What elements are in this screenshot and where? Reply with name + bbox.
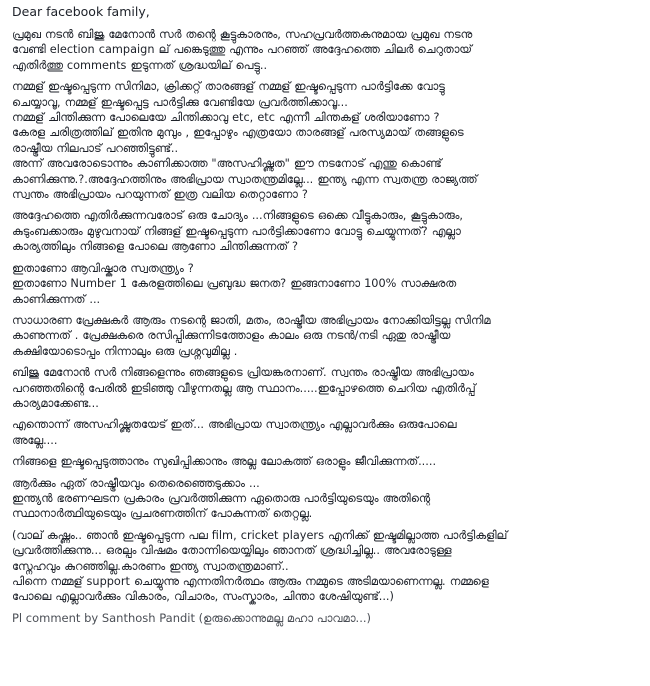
post-line: നമ്മള് ചിന്തിക്കുന്ന പോലെയേ ചിന്തിക്കാവു etc, etc എന്നീ ചിന്തകള് ശരിയാണോ ? bbox=[12, 111, 440, 125]
post-line: സ്നേഹവും കുറഞ്ഞില്ല.കാരണം ഇന്ത്യ സ്വാതന്ത്രമാണ്.. bbox=[12, 559, 289, 573]
post-line: അന്ന് അവരോടൊന്നും കാണിക്കാത്ത "അസഹിഷ്ണുത" ഈ നടനോട് എന്തു കൊണ്ട് bbox=[12, 157, 442, 171]
post-line: ഇന്ത്യൻ ഭരണഘടന പ്രകാരം പ്രവർത്തിക്കുന്ന ഏതൊരു പാർട്ടിയുടെയും അതിന്റെ bbox=[12, 491, 431, 505]
post-greeting: Dear facebook family, bbox=[12, 4, 150, 19]
post-line: കാണിക്കുന്നു.?.അദ്ദേഹത്തിനും അഭിപ്രായ സ്വാതന്ത്രമില്ലേ... ഇന്ത്യ എന്ന സ്വതന്ത്ര രാജ്യത്ത് bbox=[12, 172, 478, 186]
post-paragraph bbox=[12, 27, 634, 73]
post-line: സ്ഥാനാർത്ഥിയുടെയും പ്രചരണത്തിന് പോകുന്നത് തെറ്റല്ല. bbox=[12, 507, 313, 521]
post-line: വേണ്ടി election campaign ല് പങ്കെടുത്തു എന്നും പറഞ്ഞ് അദ്ദേഹത്തെ ചിലർ ചെറുതായ് bbox=[12, 43, 472, 57]
post-line: പോലെ എല്ലാവർക്കും വികാരം, വിചാരം, സംസ്കാരം, ചിന്താ ശേഷിയുണ്ട്...) bbox=[12, 590, 394, 604]
post-line: കക്ഷിയോടൊപ്പം നിന്നാലും ഒരു പ്രശ്നവുമില്ല . bbox=[12, 344, 238, 358]
post-line: പ്രമുഖ നടൻ ബിജു മേനോൻ സർ തന്റെ കൂട്ടുകാരനും, സഹപ്രവർത്തകനുമായ പ്രമുഖ നടനു bbox=[12, 28, 473, 41]
post-line: സാധാരണ പ്രേക്ഷകർ ആരും നടന്റെ ജാതി, മതം, രാഷ്ട്രീയ അഭിപ്രായം നോക്കിയിട്ടല്ല സിനിമ bbox=[12, 313, 491, 327]
post-line: അല്ലേ.... bbox=[12, 433, 58, 447]
post-line: ഇതാണോ Number 1 കേരളത്തിലെ പ്രബുദ്ധ ജനത? ഇങ്ങനാണോ 100% സാക്ഷരത bbox=[12, 277, 457, 291]
post-line: ബിജു മേനോൻ സർ നിങ്ങളെന്നും ഞങ്ങളുടെ പ്രിയങ്കരനാണ്. സ്വന്തം രാഷ്ട്രീയ അഭിപ്രായം bbox=[12, 366, 474, 380]
post-line: രാഷ്ട്രീയ നിലപാട് പറഞ്ഞിട്ടുണ്ട്.. bbox=[12, 141, 179, 155]
post-line: അദ്ദേഹത്തെ എതിർക്കുന്നവരോട് ഒരു ചോദ്യം ...നിങ്ങളുടെ ഒക്കെ വീട്ടുകാരും, കൂട്ടുകാരും, bbox=[12, 209, 463, 223]
post-line: പറഞ്ഞതിന്റെ പേരിൽ ഇടിഞ്ഞു വീഴുന്നതല്ല ആ സ്ഥാനം.....ഇപ്പോഴത്തെ ചെറിയ എതിർപ്പ് bbox=[12, 381, 476, 395]
post-line: കാര്യമാക്കേണ്ട... bbox=[12, 396, 99, 410]
post-line: പിന്നെ നമ്മള് support ചെയ്യുന്നു എന്നതിനർത്ഥം ആരും നമ്മുടെ അടിമയാണെന്നല്ല. നമ്മളെ bbox=[12, 575, 489, 588]
post-paragraph bbox=[12, 208, 634, 254]
post-line: പ്രവർത്തിക്കുന്നു... ഒരല്പം വിഷമം തോന്നിയെയ്യിലും ഞാനത് ശ്രദ്ധിച്ചില്ല.. അവരോടുള്ള bbox=[12, 544, 452, 558]
post-paragraph bbox=[12, 476, 634, 522]
post-paragraph bbox=[12, 261, 634, 307]
post-line: നിങ്ങളെ ഇഷ്ടപ്പെടുത്താനും സുഖിപ്പിക്കാനും അല്ല ലോകത്ത് ഒരാളും ജീവിക്കുന്നത്..... bbox=[12, 455, 437, 469]
post-paragraph bbox=[12, 79, 634, 202]
post-paragraph bbox=[12, 528, 634, 605]
post-line: കുടുംബക്കാരും മുഴുവനായ് നിങ്ങള് ഇഷ്ടപ്പെടുന്ന പാർട്ടിക്കാണോ വോട്ടു ചെയ്യുന്നത്? എല്ലാ bbox=[12, 224, 461, 238]
post-paragraph bbox=[12, 417, 634, 448]
post-paragraph bbox=[12, 365, 634, 411]
post-paragraph bbox=[12, 454, 634, 469]
post-line: (വാല് കഷ്ണം.. ഞാൻ ഇഷ്ടപ്പെടുന്ന പല film, cricket players എനിക്ക് ഇഷ്ടമില്ലാത്ത പാർട്ടികളില് bbox=[12, 528, 508, 542]
post-line: എന്തൊന്ന് അസഹിഷ്ണുതയേട് ഇത്... അഭിപ്രായ സ്വാതന്ത്ര്യം എല്ലാവർക്കും ഒരുപോലെ bbox=[12, 418, 457, 432]
post-signature: Pl comment by Santhosh Pandit (ഉരുക്കൊന്നുമല്ല മഹാ പാവമാ...) bbox=[12, 610, 371, 625]
post-line: ഇതാണോ ആവിഷ്കാര സ്വതന്ത്ര്യം ? bbox=[12, 261, 194, 275]
post-line: എതിർത്തു comments ഇടുന്നത് ശ്രദ്ധയില് പെട്ടു.. bbox=[12, 58, 268, 72]
post-line: കാണിക്കുന്നത് ... bbox=[12, 292, 101, 306]
post-line: നമ്മള് ഇഷ്ടപ്പെടുന്ന സിനിമാ, ക്രിക്കറ്റ് താരങ്ങള് നമ്മള് ഇഷ്ടപ്പെടുന്ന പാർട്ടിക്കേ വോട്ടു bbox=[12, 80, 445, 94]
post-line: കേരള ചരിത്രത്തില് ഇതിനു മുമ്പും , ഇപ്പോഴും എത്രയോ താരങ്ങള് പരസ്യമായ് തങ്ങളുടെ bbox=[12, 126, 464, 140]
post-line: ആർക്കും ഏത് രാഷ്ട്രീയവും തെരെഞ്ഞെടുക്കാം ... bbox=[12, 476, 260, 490]
post-line: കാണുന്നത് . പ്രേക്ഷകരെ രസിപ്പിക്കുന്നിടത്തോളം കാലം ഒരു നടൻ/നടി ഏതു രാഷ്ട്രീയ bbox=[12, 329, 451, 343]
post-line: കാര്യത്തിലും നിങ്ങളെ പോലെ ആണോ ചിന്തിക്കുന്നത് ? bbox=[12, 240, 299, 254]
post-line: ചെയ്യാവൂ, നമ്മള് ഇഷ്ടപ്പെട്ട പാർട്ടിക്കു വേണ്ടിയേ പ്രവർത്തിക്കാവൂ... bbox=[12, 95, 348, 109]
post-line: സ്വന്തം അഭിപ്രായം പറയുന്നത് ഇത്ര വലിയ തെറ്റാണോ ? bbox=[12, 188, 308, 202]
post-paragraph bbox=[12, 313, 634, 359]
